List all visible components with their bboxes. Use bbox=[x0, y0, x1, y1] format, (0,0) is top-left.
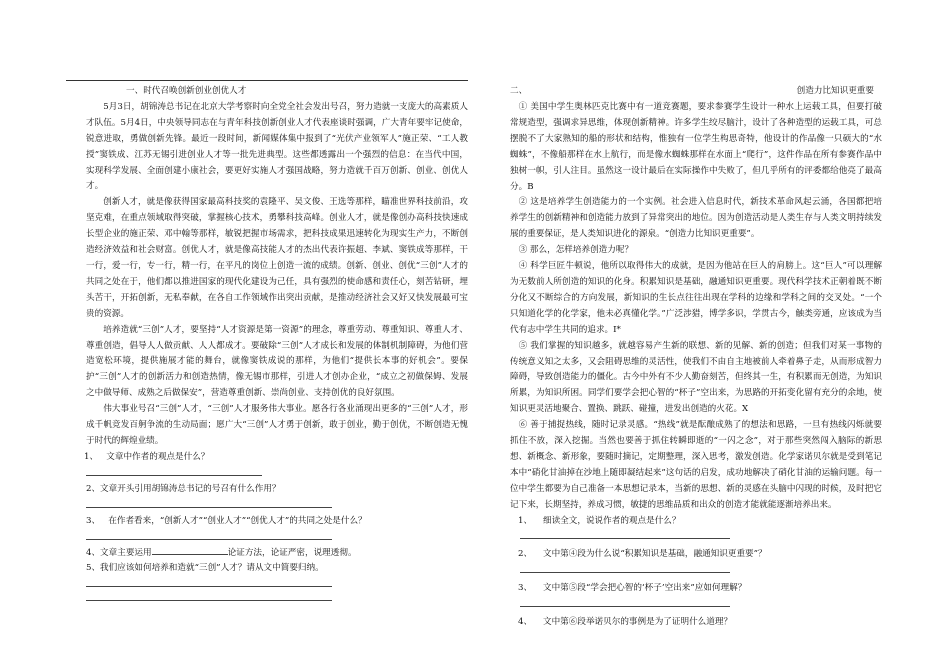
right-paragraph: ① 美国中学生奥林匹克比赛中有一道竞赛题，要求参赛学生设计一种水上运载工具，但要打破常规造型，强调求异思维，体现创新精神。许多学生绞尽脑汁，设计了各种造型的运载工具，可总摆脱不了大家熟知的船的形状和结构，惟独有一位学生构思奇特，他设计的作品像一只硕大的“水蜘蛛”，不像船那样在水上航行，而是像水蜘蛛那样在水面上“爬行”，这件作品在所有参赛作品中独树一帜，引人注目。虽然这一设计最后在实际操作中失败了，但几乎所有的评委都给他亮了最高分。B bbox=[510, 102, 882, 192]
left-question-4 bbox=[86, 546, 468, 562]
left-question-3: 3、 在作者看来，“创新人才”“创业人才”“创优人才”的共同之处是什么？ bbox=[86, 515, 367, 526]
right-question-1: 1、 细读全文，说说作者的观点是什么？ bbox=[518, 515, 681, 526]
section-one-heading: 一、时代召唤创新创业创优人才 bbox=[126, 86, 247, 96]
left-paragraph: 伟大事业号召“三创”人才，“三创”人才服务伟大事业。愿各行各业涌现出更多的“三创”人才，形成千帆竞发百舸争流的生动局面；愿广大“三创”人才勇于创新，敢于创业，勤于创优，不断创造无愧于时代的辉煌业绩。 bbox=[86, 404, 468, 446]
left-paragraph: 创新人才，就是像获得国家最高科技奖的袁隆平、吴文俊、王选等那样，瞄准世界科技前沿，攻坚克难，在重点领域取得突破，掌握核心技术，勇攀科技高峰。创业人才，就是像创办高科技快速成长型企业的施正荣、邓中翰等那样，敏锐把握市场需求，把科技成果迅速转化为现实生产力，不断创造经济效益和社会财富。创优人才，就是像高技能人才的杰出代表许振超、李斌、窦铁成等那样，干一行，爱一行，专一行，精一行，在平凡的岗位上创造一流的成绩。创新、创业、创优“三创”人才的共同之处在于，他们都以推进国家的现代化建设为己任，具有强烈的使命感和责任心，刻苦钻研，埋头苦干，开拓创新，无私奉献，在各自工作领域作出突出贡献，是推动经济社会又好又快发展最可宝贵的资源。 bbox=[86, 197, 468, 319]
right-column bbox=[510, 84, 882, 631]
answer-line[interactable] bbox=[86, 498, 332, 508]
answer-line[interactable] bbox=[86, 577, 332, 587]
left-question-2: 2、文章开头引用胡锦涛总书记的号召有什么作用？ bbox=[86, 483, 281, 494]
left-question-1: 1、 文章中作者的观点是什么？ bbox=[84, 451, 210, 462]
left-paragraph: 培养造就“三创”人才，要坚持“人才资源是第一资源”的理念，尊重劳动、尊重知识、尊重人才、尊重创造，倡导人人做贡献、人人都成才。要破除“三创”人才成长和发展的体制机制障碍，为他们营造宽松环境，提供施展才能的舞台，就像窦铁成说的那样，为他们“提供长本事的好机会”。要保护“三创”人才的创新活力和创造热情，像无锡市那样，引进人才创办企业，“成立之初做保姆、发展之中做导师、成熟之后做保安”，营造尊重创新、崇尚创业、支持创优的良好氛围。 bbox=[86, 324, 468, 399]
question-4-prefix: 4、文章主要运用 bbox=[86, 547, 152, 558]
section-title: 创造力比知识更重要 bbox=[796, 86, 874, 96]
section-number: 二、 bbox=[510, 86, 528, 96]
question-4-suffix: 论证方法，论证严密，说理透彻。 bbox=[227, 547, 357, 558]
right-question-3: 3、 文中第⑤段“学会把心智的‘杯子’空出来”应如何理解？ bbox=[518, 583, 747, 594]
right-paragraph: ③ 那么，怎样培养创造力呢？ bbox=[518, 245, 634, 256]
right-paragraph: ② 这是培养学生创造能力的一个实例。社会进入信息时代，新技术革命风起云涌，各国都把培养学生的创新精神和创造能力放到了异常突出的地位。因为创造活动是人类生存与人类文明持续发展的重要保证，是人类知识进化的源泉。“创造力比知识更重要”。 bbox=[510, 197, 882, 240]
answer-line[interactable] bbox=[86, 466, 262, 476]
answer-line[interactable] bbox=[86, 591, 332, 601]
section-two-heading bbox=[510, 84, 882, 100]
left-paragraph: 5月3日，胡锦涛总书记在北京大学考察时向全党全社会发出号召，努力造就一支庞大的高素质人才队伍。5月4日，中央领导同志在与青年科技创新创业人才代表座谈时强调，广大青年要牢记使命，锐意进取，勇做创新先锋。最近一段时间，新闻媒体集中报到了“光伏产业领军人”施正荣、“工人教授”窦铁成、江苏无锡引进创业人才等一批先进典型。这些都透露出一个强烈的信息：在当代中国，实现科学发展、全面创建小康社会，要更好实施人才强国战略，努力造就千百万创新、创业、创优人才。 bbox=[86, 101, 468, 192]
answer-line[interactable] bbox=[86, 530, 332, 540]
fill-blank[interactable] bbox=[152, 546, 228, 555]
right-paragraph: ⑤ 我们掌握的知识越多，就越容易产生新的联想、新的见解、新的创造；但我们对某一事物的传统意义知之太多，又会阻碍思维的灵活性，使我们不由自主地被前人牵着鼻子走，从而形成智力障碍，导致创造能力的僵化。古今中外有不少人勤奋刻苦，但终其一生，有积累而无创造，为知识所累，为知识所困。同学们要学会把心智的“杯子”空出来，为思路的开拓变化留有充分的余地，使知识更灵活地聚合、置换、跳跃、碰撞，进发出创造的火花。X bbox=[510, 340, 882, 415]
right-paragraph: ④ 科学巨匠牛顿说，他所以取得伟大的成就，是因为他站在巨人的肩膀上。这“巨人”可以理解为无数前人所创造的知识的化身。积累知识是基础，融通知识更重要。现代科学技术正朝着既不断分化又不断综合的方向发展，新知识的生长点往往出现在学科的边缘和学科之间的交叉处。“一个只知道化学的化学家，他未必真懂化学。”广泛涉猎，博学多识，学贯古今，触类旁通，应该成为当代有志中学生共同的追求。I* bbox=[510, 261, 882, 335]
top-rule bbox=[66, 80, 468, 81]
right-question-4: 4、 文中第⑥段举诺贝尔的事例是为了证明什么道理？ bbox=[518, 617, 733, 628]
answer-line[interactable] bbox=[520, 529, 730, 539]
left-column bbox=[86, 84, 468, 607]
right-question-2: 2、 文中第④段为什么说“积累知识是基础，融通知识更重要”？ bbox=[518, 549, 767, 560]
right-paragraph: ⑥ 善于捕捉热线，随时记录灵感。“热线”就是酝酿成熟了的想法和思路，一旦有热线闪烁就要抓住不放，深入挖掘。当然也要善于抓住转瞬即逝的“一闪之念”，对于那些突然闯入脑际的新思想、新概念、新形象，要随时摘记，定期整理，深入思考，激发创造。化学家诺贝尔就是受到笔记本中“硝化甘油掉在沙地上随即凝结起来”这句话的启发，成功地解决了硝化甘油的运输问题。每一位中学生都要为自己准备一本思想记录本，当新的思想、新的灵感在头脑中闪现的时候，及时把它记下来，长期坚持，养成习惯，敏捷的思维品质和出众的创造才能就能逐渐培养出来。 bbox=[510, 420, 882, 510]
answer-line[interactable] bbox=[520, 563, 730, 573]
answer-line[interactable] bbox=[520, 597, 730, 607]
left-question-5: 5、我们应该如何培养和造就“三创”人才？请从文中简要归纳。 bbox=[86, 563, 324, 574]
